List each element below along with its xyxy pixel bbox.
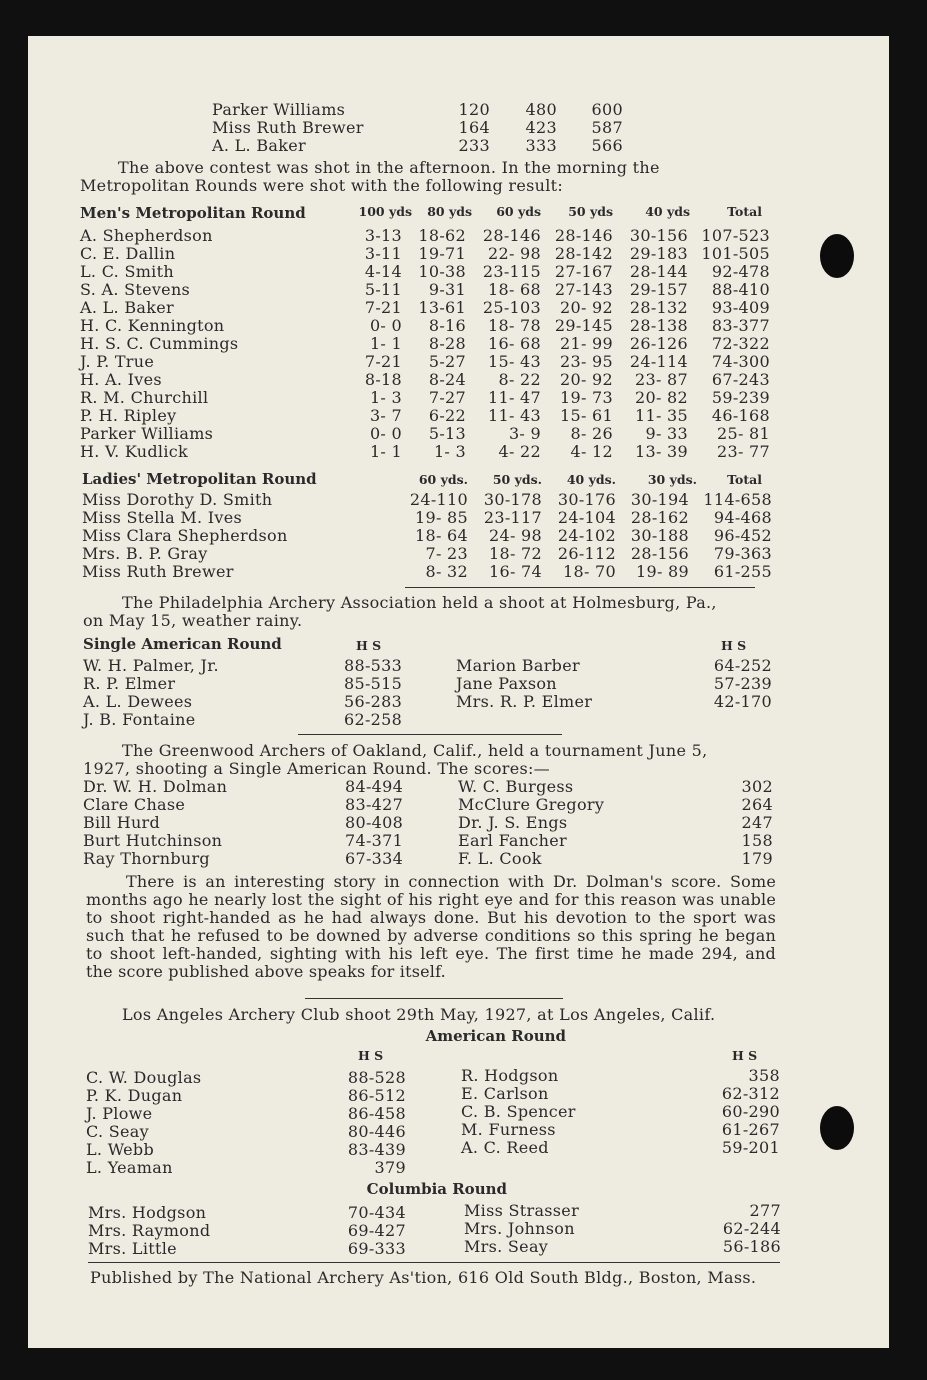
score-cell: 64-252 <box>713 656 772 675</box>
archer-name: F. L. Cook <box>458 849 542 868</box>
section-title: Men's Metropolitan Round <box>80 204 306 222</box>
score-cell: 20- 92 <box>559 370 613 389</box>
score-value: 164 <box>458 118 490 137</box>
score-cell: 11- 43 <box>487 406 541 425</box>
score-cell: 3-13 <box>364 226 402 245</box>
archer-name: W. C. Burgess <box>458 777 574 796</box>
score-cell: 18- 68 <box>487 280 541 299</box>
score-cell: 85-515 <box>344 674 403 693</box>
score-cell: 1- 3 <box>369 388 402 407</box>
score-cell: 8-28 <box>428 334 466 353</box>
archer-name: A. C. Reed <box>461 1138 549 1157</box>
score-cell: 80-446 <box>347 1122 406 1141</box>
score-cell: 59-201 <box>721 1138 780 1157</box>
score-cell: 10-38 <box>418 262 466 281</box>
report-line: 1927, shooting a Single American Round. The scores:— <box>83 759 550 778</box>
score-value: 600 <box>591 100 623 119</box>
section-title: Single American Round <box>83 635 282 653</box>
archer-name: A. L. Baker <box>80 298 174 317</box>
score-cell: 88-528 <box>347 1068 406 1087</box>
score-cell: 158 <box>741 831 773 850</box>
archer-name: Jane Paxson <box>456 674 557 693</box>
score-cell: 19-71 <box>418 244 466 263</box>
archer-name: Mrs. Hodgson <box>88 1203 207 1222</box>
archer-name: L. Webb <box>86 1140 154 1159</box>
column-header: 50 yds. <box>492 472 542 487</box>
archer-name: Ray Thornburg <box>83 849 210 868</box>
score-cell: 62-258 <box>344 710 403 729</box>
score-value: 233 <box>458 136 490 155</box>
section-title: Columbia Round <box>366 1180 507 1198</box>
archer-name: Mrs. Little <box>88 1239 177 1258</box>
score-cell: 83-377 <box>711 316 770 335</box>
hs-header: H S <box>358 1048 384 1063</box>
score-cell: 26-126 <box>629 334 688 353</box>
archer-name: Miss Strasser <box>464 1201 580 1220</box>
score-cell: 0- 0 <box>369 316 402 335</box>
archer-name: H. C. Kennington <box>80 316 225 335</box>
score-cell: 62-312 <box>721 1084 780 1103</box>
score-cell: 72-322 <box>711 334 770 353</box>
archer-name: Dr. W. H. Dolman <box>83 777 228 796</box>
score-cell: 29-157 <box>629 280 688 299</box>
column-header: 30 yds. <box>647 472 697 487</box>
score-cell: 1- 1 <box>369 334 402 353</box>
score-cell: 56-283 <box>344 692 403 711</box>
score-cell: 28-146 <box>554 226 613 245</box>
archer-name: Burt Hutchinson <box>83 831 223 850</box>
score-cell: 67-334 <box>345 849 404 868</box>
score-cell: 61-255 <box>713 562 772 581</box>
archer-name: Bill Hurd <box>83 813 161 832</box>
score-cell: 16- 74 <box>488 562 542 581</box>
score-cell: 9- 33 <box>645 424 688 443</box>
score-cell: 7- 23 <box>425 544 468 563</box>
footer-rule <box>88 1262 780 1263</box>
score-cell: 6-22 <box>428 406 466 425</box>
score-cell: 28-138 <box>629 316 688 335</box>
score-cell: 24-102 <box>557 526 616 545</box>
archer-name: C. E. Dallin <box>80 244 176 263</box>
score-cell: 5-13 <box>428 424 466 443</box>
score-cell: 29-145 <box>554 316 613 335</box>
archer-name: H. V. Kudlick <box>80 442 188 461</box>
score-cell: 28-162 <box>630 508 689 527</box>
archer-name: A. L. Dewees <box>83 692 193 711</box>
score-cell: 25- 81 <box>716 424 770 443</box>
report-line: The Greenwood Archers of Oakland, Calif., held a tournament June 5, <box>122 741 708 760</box>
score-value: 566 <box>591 136 623 155</box>
score-cell: 18- 64 <box>414 526 468 545</box>
score-cell: 24-104 <box>557 508 616 527</box>
archer-name: H. S. C. Cummings <box>80 334 239 353</box>
score-cell: 379 <box>374 1158 406 1177</box>
score-cell: 13-61 <box>418 298 466 317</box>
score-cell: 11- 35 <box>634 406 688 425</box>
score-cell: 19- 73 <box>559 388 613 407</box>
score-cell: 179 <box>741 849 773 868</box>
score-cell: 24-110 <box>409 490 468 509</box>
score-cell: 30-156 <box>629 226 688 245</box>
archer-name: McClure Gregory <box>458 795 605 814</box>
score-cell: 3- 7 <box>369 406 402 425</box>
archer-name: S. A. Stevens <box>80 280 191 299</box>
footer-text: Published by The National Archery As'tion, 616 Old South Bldg., Boston, Mass. <box>90 1268 757 1287</box>
archer-name: Miss Ruth Brewer <box>82 562 234 581</box>
archer-name: Marion Barber <box>456 656 580 675</box>
archer-name: Mrs. Raymond <box>88 1221 211 1240</box>
score-cell: 1- 3 <box>433 442 466 461</box>
score-cell: 30-194 <box>630 490 689 509</box>
archer-name: Mrs. B. P. Gray <box>82 544 208 563</box>
score-cell: 23-115 <box>482 262 541 281</box>
score-cell: 69-427 <box>347 1221 406 1240</box>
score-cell: 70-434 <box>347 1203 406 1222</box>
score-cell: 20- 92 <box>559 298 613 317</box>
score-name: Miss Ruth Brewer <box>212 118 364 137</box>
score-cell: 60-290 <box>721 1102 780 1121</box>
archer-name: R. Hodgson <box>461 1066 559 1085</box>
score-cell: 23-117 <box>483 508 542 527</box>
score-cell: 8-18 <box>364 370 402 389</box>
archer-name: J. Plowe <box>86 1104 153 1123</box>
score-cell: 86-458 <box>347 1104 406 1123</box>
score-cell: 4- 12 <box>570 442 613 461</box>
score-cell: 3- 9 <box>508 424 541 443</box>
score-cell: 4-14 <box>364 262 402 281</box>
score-cell: 358 <box>748 1066 780 1085</box>
score-cell: 74-300 <box>711 352 770 371</box>
score-cell: 25-103 <box>482 298 541 317</box>
score-cell: 18-62 <box>418 226 466 245</box>
archer-name: P. H. Ripley <box>80 406 177 425</box>
score-cell: 79-363 <box>713 544 772 563</box>
score-cell: 42-170 <box>713 692 772 711</box>
archer-name: J. B. Fontaine <box>83 710 196 729</box>
score-cell: 96-452 <box>713 526 772 545</box>
score-cell: 80-408 <box>345 813 404 832</box>
score-cell: 5-27 <box>428 352 466 371</box>
archer-name: C. W. Douglas <box>86 1068 202 1087</box>
score-cell: 28-146 <box>482 226 541 245</box>
score-cell: 8-16 <box>428 316 466 335</box>
score-value: 423 <box>525 118 557 137</box>
score-cell: 57-239 <box>713 674 772 693</box>
score-cell: 8- 26 <box>570 424 613 443</box>
archer-name: Miss Clara Shepherdson <box>82 526 288 545</box>
score-cell: 28-144 <box>629 262 688 281</box>
section-title: American Round <box>425 1027 566 1045</box>
score-cell: 24- 98 <box>488 526 542 545</box>
score-name: Parker Williams <box>212 100 346 119</box>
score-cell: 59-239 <box>711 388 770 407</box>
archer-name: Mrs. R. P. Elmer <box>456 692 593 711</box>
score-cell: 30-176 <box>557 490 616 509</box>
score-cell: 15- 43 <box>487 352 541 371</box>
score-cell: 3-11 <box>364 244 402 263</box>
report-line: Los Angeles Archery Club shoot 29th May, 1927, at Los Angeles, Calif. <box>122 1005 716 1024</box>
score-cell: 18- 78 <box>487 316 541 335</box>
score-cell: 247 <box>741 813 773 832</box>
score-cell: 94-468 <box>713 508 772 527</box>
score-cell: 83-439 <box>347 1140 406 1159</box>
score-cell: 9-31 <box>428 280 466 299</box>
score-name: A. L. Baker <box>212 136 306 155</box>
archer-name: M. Furness <box>461 1120 556 1139</box>
score-cell: 0- 0 <box>369 424 402 443</box>
score-cell: 18- 70 <box>562 562 616 581</box>
column-header: Total <box>727 472 762 487</box>
column-header: 80 yds <box>427 204 472 219</box>
divider-rule <box>305 998 563 999</box>
archer-name: Parker Williams <box>80 424 214 443</box>
archer-name: P. K. Dugan <box>86 1086 183 1105</box>
archer-name: A. Shepherdson <box>80 226 213 245</box>
score-cell: 46-168 <box>711 406 770 425</box>
section-title: Ladies' Metropolitan Round <box>82 470 317 488</box>
report-line: The Philadelphia Archery Association held a shoot at Holmesburg, Pa., <box>122 593 717 612</box>
column-header: 50 yds <box>568 204 613 219</box>
archer-name: L. C. Smith <box>80 262 174 281</box>
score-cell: 8- 32 <box>425 562 468 581</box>
story-paragraph: There is an interesting story in connection with Dr. Dolman's score. Some months ago he nearly lost the sight of his right eye and for this reason was unable to shoot right-handed as he had always done. But his devotion to the sport was such that he refused to be downed by adverse conditions so this spring he began to shoot left-handed, sighting with his left eye. The first time he made 294, and the score published above speaks for itself. <box>86 872 776 981</box>
note-line: Metropolitan Rounds were shot with the following result: <box>80 176 564 195</box>
score-cell: 62-244 <box>722 1219 781 1238</box>
archer-name: J. P. True <box>80 352 155 371</box>
score-value: 333 <box>525 136 557 155</box>
score-cell: 86-512 <box>347 1086 406 1105</box>
note-line: The above contest was shot in the afternoon. In the morning the <box>118 158 660 177</box>
score-cell: 69-333 <box>347 1239 406 1258</box>
score-cell: 5-11 <box>364 280 402 299</box>
column-header: 40 yds. <box>566 472 616 487</box>
hs-header: H S <box>356 638 382 653</box>
score-cell: 22- 98 <box>487 244 541 263</box>
score-cell: 30-188 <box>630 526 689 545</box>
column-header: 40 yds <box>645 204 690 219</box>
score-value: 587 <box>591 118 623 137</box>
score-cell: 61-267 <box>721 1120 780 1139</box>
score-cell: 107-523 <box>701 226 770 245</box>
report-line: on May 15, weather rainy. <box>83 611 303 630</box>
score-cell: 13- 39 <box>634 442 688 461</box>
score-cell: 4- 22 <box>498 442 541 461</box>
archer-name: W. H. Palmer, Jr. <box>83 656 219 675</box>
score-cell: 302 <box>741 777 773 796</box>
column-header: 60 yds <box>496 204 541 219</box>
score-cell: 28-142 <box>554 244 613 263</box>
score-cell: 56-186 <box>722 1237 781 1256</box>
archer-name: L. Yeaman <box>86 1158 173 1177</box>
punch-hole-top <box>820 234 854 278</box>
score-cell: 74-371 <box>345 831 404 850</box>
score-cell: 1- 1 <box>369 442 402 461</box>
divider-rule <box>298 734 562 735</box>
punch-hole-bottom <box>820 1106 854 1150</box>
score-cell: 21- 99 <box>559 334 613 353</box>
archer-name: E. Carlson <box>461 1084 549 1103</box>
score-cell: 84-494 <box>345 777 404 796</box>
archer-name: C. B. Spencer <box>461 1102 576 1121</box>
score-cell: 23- 77 <box>716 442 770 461</box>
score-cell: 30-178 <box>483 490 542 509</box>
score-value: 480 <box>525 100 557 119</box>
score-cell: 20- 82 <box>634 388 688 407</box>
score-cell: 101-505 <box>701 244 770 263</box>
archer-name: Miss Stella M. Ives <box>82 508 243 527</box>
score-cell: 28-132 <box>629 298 688 317</box>
score-cell: 8-24 <box>428 370 466 389</box>
score-cell: 24-114 <box>629 352 688 371</box>
score-cell: 11- 47 <box>487 388 541 407</box>
score-cell: 7-21 <box>364 298 402 317</box>
archer-name: H. A. Ives <box>80 370 162 389</box>
score-cell: 83-427 <box>345 795 404 814</box>
score-cell: 264 <box>741 795 773 814</box>
archer-name: Clare Chase <box>83 795 186 814</box>
score-cell: 19- 89 <box>635 562 689 581</box>
divider-rule <box>405 587 755 588</box>
score-cell: 29-183 <box>629 244 688 263</box>
score-cell: 16- 68 <box>487 334 541 353</box>
archer-name: Mrs. Johnson <box>464 1219 575 1238</box>
score-cell: 92-478 <box>711 262 770 281</box>
score-cell: 18- 72 <box>488 544 542 563</box>
score-cell: 27-143 <box>554 280 613 299</box>
score-cell: 88-533 <box>344 656 403 675</box>
archer-name: Mrs. Seay <box>464 1237 549 1256</box>
score-cell: 7-27 <box>428 388 466 407</box>
score-cell: 27-167 <box>554 262 613 281</box>
score-cell: 28-156 <box>630 544 689 563</box>
score-value: 120 <box>458 100 490 119</box>
hs-header: H S <box>721 638 747 653</box>
score-cell: 23- 87 <box>634 370 688 389</box>
column-header: Total <box>727 204 762 219</box>
score-cell: 15- 61 <box>559 406 613 425</box>
score-cell: 88-410 <box>711 280 770 299</box>
score-cell: 19- 85 <box>414 508 468 527</box>
score-cell: 114-658 <box>703 490 772 509</box>
score-cell: 23- 95 <box>559 352 613 371</box>
score-cell: 26-112 <box>557 544 616 563</box>
column-header: 60 yds. <box>418 472 468 487</box>
score-cell: 277 <box>749 1201 781 1220</box>
archer-name: R. P. Elmer <box>83 674 176 693</box>
column-header: 100 yds <box>358 204 412 219</box>
archer-name: C. Seay <box>86 1122 149 1141</box>
archer-name: R. M. Churchill <box>80 388 209 407</box>
score-cell: 67-243 <box>711 370 770 389</box>
archer-name: Dr. J. S. Engs <box>458 813 568 832</box>
archer-name: Miss Dorothy D. Smith <box>82 490 273 509</box>
score-cell: 7-21 <box>364 352 402 371</box>
archer-name: Earl Fancher <box>458 831 567 850</box>
hs-header: H S <box>732 1048 758 1063</box>
score-cell: 8- 22 <box>498 370 541 389</box>
score-cell: 93-409 <box>711 298 770 317</box>
